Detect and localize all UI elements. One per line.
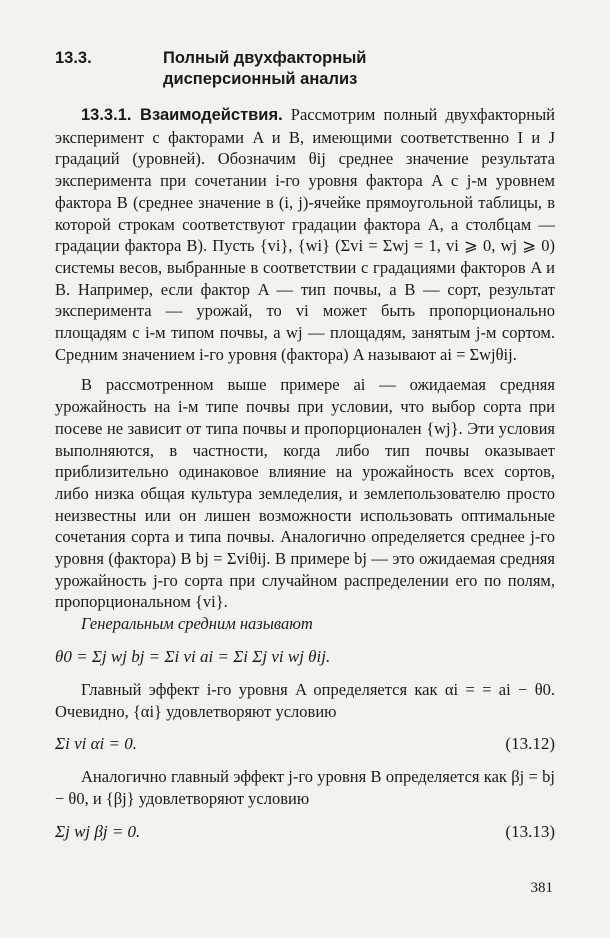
- subsection-heading: 13.3.1. Взаимодействия.: [81, 106, 283, 124]
- equation-13-12: [55, 731, 555, 757]
- grand-mean-formula: θ0 = Σj wj bj = Σi vi ai = Σi Σj vi wj θij.: [55, 646, 331, 666]
- equation-13-12-body: Σi vi αi = 0.: [55, 734, 137, 754]
- paragraph-1: [55, 104, 555, 365]
- section-number: 13.3.: [55, 49, 92, 67]
- equation-13-13-tag: (13.13): [505, 821, 555, 841]
- page-body: [55, 48, 555, 845]
- equation-13-13: [55, 819, 555, 845]
- paragraph-5: Аналогично главный эффект j-го уровня B определяется как βj = bj − θ0, и {βj} удовлетворяют условию: [55, 767, 555, 808]
- section-title-line2: дисперсионный анализ: [163, 70, 358, 88]
- paragraph-1-text: Рассмотрим полный двухфакторный эксперимент с факторами A и B, имеющими соответственно I и J градаций (уровней). Обозначим θij среднее значение результата эксперимента при сочетании i-го уровня фактора A с j-м уровнем фактора B (среднее значение в (i, j)-ячейке прямоугольной таблицы, в которой строкам соответствуют градации фактора A, а столбцам — градации фактора B). Пусть {vi}, {wi} (Σvi = Σwj = 1, vi ⩾ 0, wj ⩾ 0) системы весов, выбранные в соответствии с градациями факторов A и B. Например, если фактор A — тип почвы, а B — сорт, результат эксперимента — урожай, то vi может быть пропорционально площадям с i-м типом почвы, а wj — площадям, занятым j-м сортом. Средним значением i-го уровня (фактора) A называют ai = Σwjθij.: [55, 105, 555, 364]
- equation-13-13-body: Σj wj βj = 0.: [55, 821, 141, 841]
- paragraph-3-text: Генеральным средним называют: [81, 614, 313, 634]
- paragraph-4: Главный эффект i-го уровня A определяется как αi = = ai − θ0. Очевидно, {αi} удовлетворяют условию: [55, 679, 555, 721]
- section-heading: [55, 48, 555, 90]
- page-number: 381: [530, 880, 553, 896]
- section-title-line1: Полный двухфакторный: [163, 49, 367, 67]
- paragraph-2: В рассмотренном выше примере ai — ожидаемая средняя урожайность на i-м типе почвы при условии, что выбор сорта при посеве не зависит от типа почвы и пропорционален {wj}. Эти условия выполняются, в частности, когда либо тип почвы оказывает приблизительно одинаковое влияние на урожайность всех сортов, либо низка общая культура земледелия, и землепользователю просто неизвестны или он лишен возможности использовать оптимальные сочетания сорта и типа почвы. Аналогично определяется среднее j-го уровня (фактора) B bj = Σviθij. В примере bj — это ожидаемая средняя урожайность j-го сорта при случайном распределении его по полям, пропорциональном {vi}.: [55, 375, 555, 612]
- paragraph-3: [55, 613, 555, 635]
- section-title: [163, 48, 555, 90]
- equation-13-12-tag: (13.12): [505, 734, 555, 754]
